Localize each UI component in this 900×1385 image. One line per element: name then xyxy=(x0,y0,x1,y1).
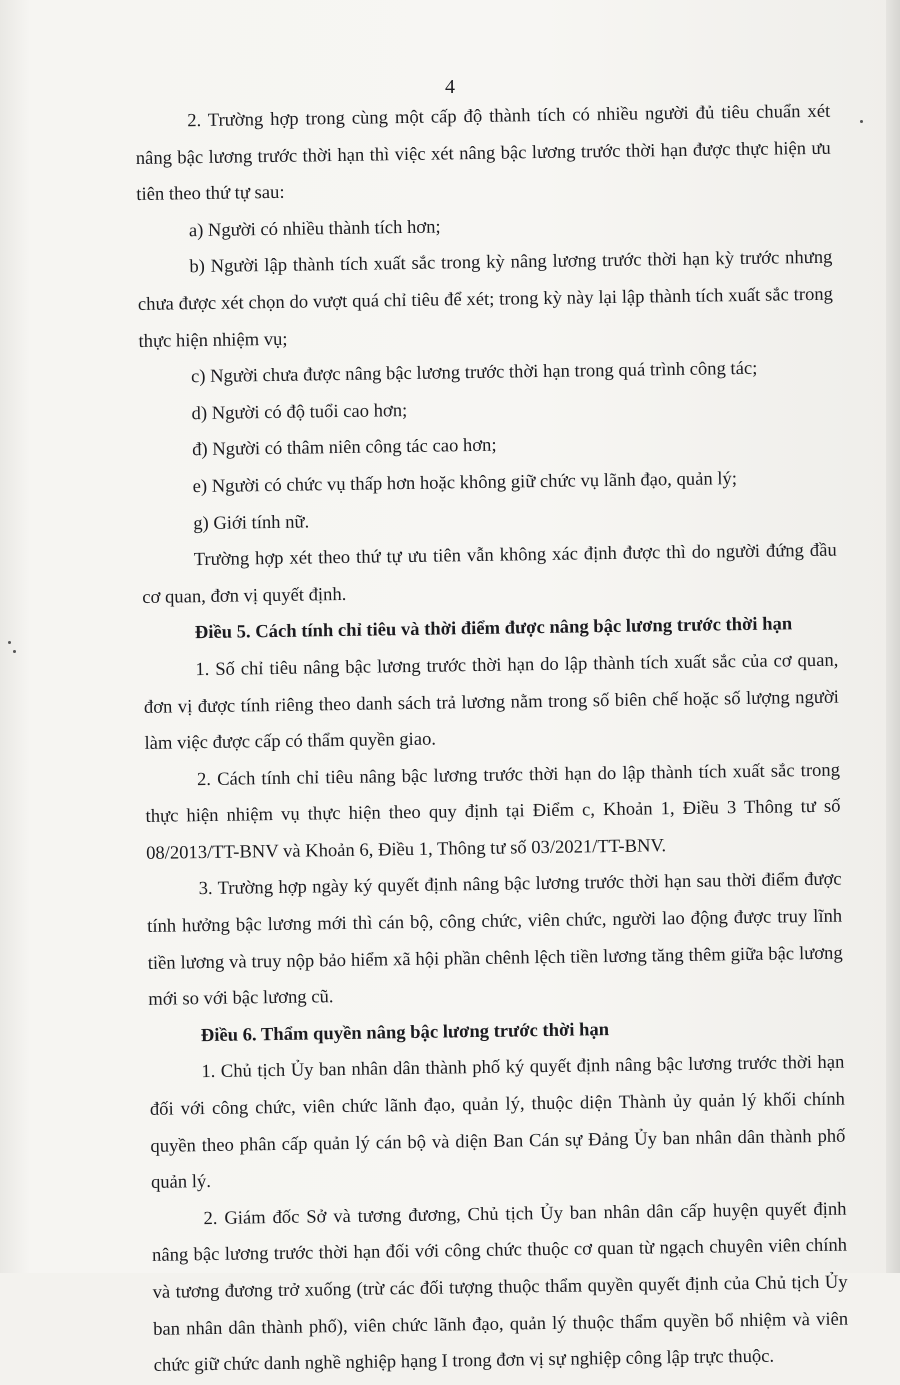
paragraph-priority-intro: 2. Trường hợp trong cùng một cấp độ thành tích có nhiều người đủ tiêu chuẩn xét nâng bậc lương trước thời hạn thì việc xét nâng bậc lương trước thời hạn được thực hiện ưu tiên theo thứ tự sau: xyxy=(135,100,831,206)
scan-speck xyxy=(8,641,11,644)
article-6-clause-1: 1. Chủ tịch Ủy ban nhân dân thành phố ký quyết định nâng bậc lương trước thời hạn đối với công chức, viên chức lãnh đạo, quản lý, thuộc diện Thành ủy quản lý khối chính quyền theo phân cấp quản lý cán bộ và diện Ban Cán sự Đảng Ủy ban nhân dân thành phố quản lý. xyxy=(149,1052,846,1194)
list-item-b: b) Người lập thành tích xuất sắc trong kỳ nâng lương trước thời hạn kỳ trước nhưng chưa được xét chọn do vượt quá chỉ tiêu để xét; trong kỳ này lại lập thành tích xuất sắc trong thực hiện nhiệm vụ; xyxy=(137,247,834,352)
list-item-dd: đ) Người có thâm niên công tác cao hơn; xyxy=(191,435,497,461)
page-edge-shadow xyxy=(886,0,900,1273)
list-item-e: e) Người có chức vụ thấp hơn hoặc không giữ chức vụ lãnh đạo, quản lý; xyxy=(192,468,738,498)
article-6-heading: Điều 6. Thẩm quyền nâng bậc lương trước thời hạn xyxy=(200,1018,610,1046)
document-body xyxy=(135,94,849,1385)
scan-speck xyxy=(860,120,863,123)
list-item-d: d) Người có độ tuổi cao hơn; xyxy=(191,399,408,424)
page-number: 4 xyxy=(445,76,455,98)
list-item-a: a) Người có nhiều thành tích hơn; xyxy=(188,216,441,241)
list-item-c: c) Người chưa được nâng bậc lương trước thời hạn trong quá trình công tác; xyxy=(190,357,758,388)
scan-speck xyxy=(13,650,16,653)
article-5-heading: Điều 5. Cách tính chỉ tiêu và thời điểm được nâng bậc lương trước thời hạn xyxy=(194,613,793,644)
paragraph-fallback: Trường hợp xét theo thứ tự ưu tiên vẫn không xác định được thì do người đứng đầu cơ quan, đơn vị quyết định. xyxy=(142,539,837,608)
article-5-clause-2: 2. Cách tính chỉ tiêu nâng bậc lương trước thời hạn do lập thành tích xuất sắc trong thực hiện nhiệm vụ thực hiện theo quy định tại Điểm c, Khoản 1, Điều 3 Thông tư số 08/2013/TT-BNV và Khoản 6, Điều 1, Thông tư số 03/2021/TT-BNV. xyxy=(145,759,841,864)
list-item-g: g) Giới tính nữ. xyxy=(193,510,310,534)
article-5-clause-1: 1. Số chỉ tiêu nâng bậc lương trước thời hạn do lập thành tích xuất sắc của cơ quan, đơn vị được tính riêng theo danh sách trả lương nằm trong số biên chế hoặc số lượng người làm việc được cấp có thẩm quyền giao. xyxy=(143,649,840,755)
article-5-clause-3: 3. Trường hợp ngày ký quyết định nâng bậc lương trước thời hạn sau thời điểm được tính hưởng bậc lương mới thì cán bộ, công chức, viên chức, người lao động được truy lĩnh tiền lương và truy nộp bảo hiểm xã hội phần chênh lệch tiền lương tăng thêm giữa bậc lương mới so với bậc lương cũ. xyxy=(147,869,843,1011)
article-6-clause-2: 2. Giám đốc Sở và tương đương, Chủ tịch Ủy ban nhân dân cấp huyện quyết định nâng bậc lương trước thời hạn đối với công chức thuộc cơ quan từ ngạch chuyên viên chính và tương đương trở xuống (trừ các đối tượng thuộc thẩm quyền quyết định của Chủ tịch Ủy ban nhân dân thành phố), viên chức lãnh đạo, quản lý thuộc thẩm quyền bổ nhiệm và viên chức giữ chức danh nghề nghiệp hạng I trong đơn vị sự nghiệp công lập trực thuộc. xyxy=(151,1198,849,1377)
